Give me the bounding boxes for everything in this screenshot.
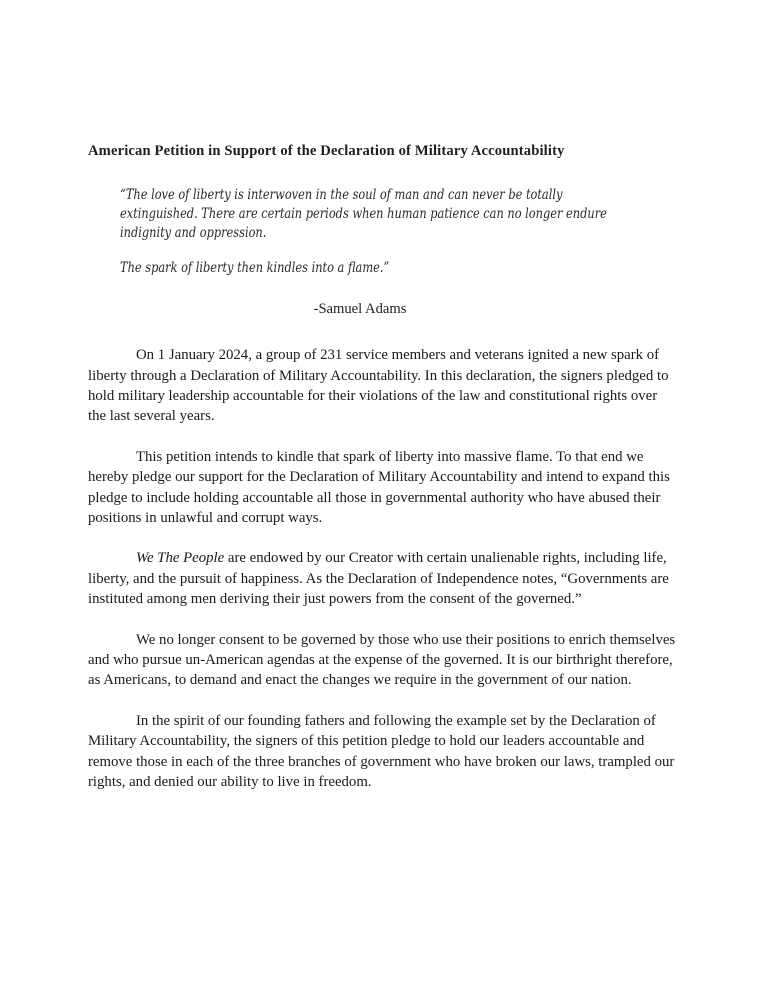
- epigraph-block: [120, 186, 660, 278]
- we-the-people-emphasis: We The People: [136, 550, 225, 567]
- body-paragraph-2: This petition intends to kindle that spark of liberty into massive flame. To that end we hereby pledge our support for the Declaration of Military Accountability and intend to expand this pledge to include holding accountable all those in governmental authority who have abused their positions in unlawful and corrupt ways.: [88, 448, 670, 527]
- epigraph-paragraph-1: “The love of liberty is interwoven in the soul of man and can never be totally extinguished. There are certain periods when human patience can no longer endure indignity and oppression.: [120, 187, 607, 241]
- epigraph-paragraph-2: The spark of liberty then kindles into a flame.”: [120, 260, 390, 277]
- body-paragraph-3: [88, 548, 676, 609]
- document-body: [88, 142, 676, 793]
- body-paragraph-3-text: are endowed by our Creator with certain unalienable rights, including life, liberty, and the pursuit of happiness. As the Declaration of Independence notes, “Governments are instituted among men deriving their just powers from the consent of the governed.”: [88, 550, 669, 608]
- epigraph-attribution: -Samuel Adams: [313, 301, 407, 318]
- body-paragraph-4: We no longer consent to be governed by those who use their positions to enrich themselves and who pursue un-American agendas at the expense of the governed. It is our birthright therefore, as Americans, to demand and enact the changes we require in the government of our nation.: [88, 631, 676, 689]
- page-title: American Petition in Support of the Declaration of Military Accountability: [88, 143, 565, 159]
- body-paragraph-1: On 1 January 2024, a group of 231 service members and veterans ignited a new spark of liberty through a Declaration of Military Accountability. In this declaration, the signers pledged to hold military leadership accountable for their violations of the law and constitutional rights over the last several years.: [88, 347, 669, 425]
- body-paragraph-5: In the spirit of our founding fathers and following the example set by the Declaration of Military Accountability, the signers of this petition pledge to hold our leaders accountable and remove those in each of the three branches of government who have broken our laws, trampled our rights, and denied our ability to live in freedom.: [88, 712, 675, 791]
